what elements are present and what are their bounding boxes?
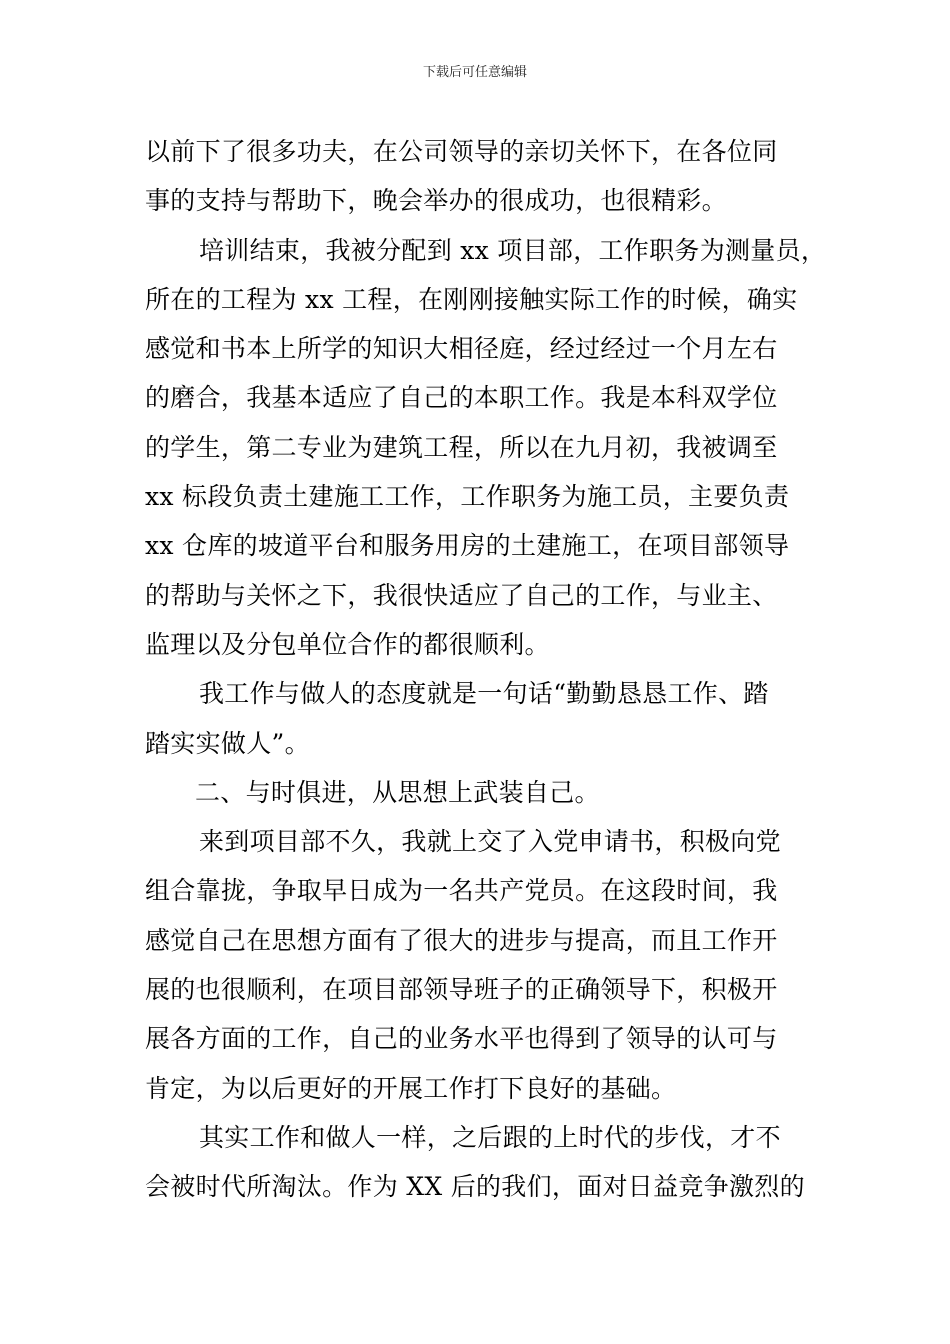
section-heading: 二、与时俱进，从思想上武装自己。 bbox=[195, 777, 600, 807]
text-line: 的帮助与关怀之下，我很快适应了自己的工作，与业主、 bbox=[145, 580, 778, 610]
paragraph-start-line: 培训结束，我被分配到 xx 项目部，工作职务为测量员， bbox=[199, 235, 827, 265]
text-line: 组合靠拢，争取早日成为一名共产党员。在这段时间，我 bbox=[145, 876, 778, 906]
text-line: 所在的工程为 xx 工程，在刚刚接触实际工作的时候，确实 bbox=[145, 284, 798, 314]
text-line: 感觉和书本上所学的知识大相径庭，经过经过一个月左右 bbox=[145, 334, 778, 364]
text-line: 展的也很顺利，在项目部领导班子的正确领导下，积极开 bbox=[145, 975, 778, 1005]
page-header: 下载后可任意编辑 bbox=[422, 65, 527, 80]
text-line: 肯定，为以后更好的开展工作打下良好的基础。 bbox=[145, 1073, 677, 1103]
text-line: 的学生，第二专业为建筑工程，所以在九月初，我被调至 bbox=[145, 432, 778, 462]
text-line: 展各方面的工作，自己的业务水平也得到了领导的认可与 bbox=[145, 1024, 778, 1054]
text-line: 踏实实做人”。 bbox=[145, 728, 310, 758]
text-line: 的磨合，我基本适应了自己的本职工作。我是本科双学位 bbox=[145, 383, 778, 413]
document-body bbox=[145, 127, 827, 1212]
text-line: xx 仓库的坡道平台和服务用房的土建施工，在项目部领导 bbox=[145, 531, 790, 561]
text-line: 会被时代所淘汰。作为 XX 后的我们，面对日益竞争激烈的 bbox=[145, 1172, 805, 1202]
text-line: xx 标段负责土建施工工作，工作职务为施工员，主要负责 bbox=[145, 482, 790, 512]
text-line: 监理以及分包单位合作的都很顺利。 bbox=[145, 629, 550, 659]
text-line: 以前下了很多功夫，在公司领导的亲切关怀下，在各位同 bbox=[145, 137, 778, 166]
text-line: 感觉自己在思想方面有了很大的进步与提高，而且工作开 bbox=[145, 925, 778, 955]
text-line: 事的支持与帮助下，晚会举办的很成功，也很精彩。 bbox=[145, 186, 727, 216]
paragraph-start-line: 我工作与做人的态度就是一句话“勤勤恳恳工作、踏 bbox=[199, 679, 769, 709]
paragraph-start-line: 来到项目部不久，我就上交了入党申请书，积极向党 bbox=[199, 827, 781, 857]
paragraph-start-line: 其实工作和做人一样，之后跟的上时代的步伐，才不 bbox=[199, 1122, 781, 1152]
